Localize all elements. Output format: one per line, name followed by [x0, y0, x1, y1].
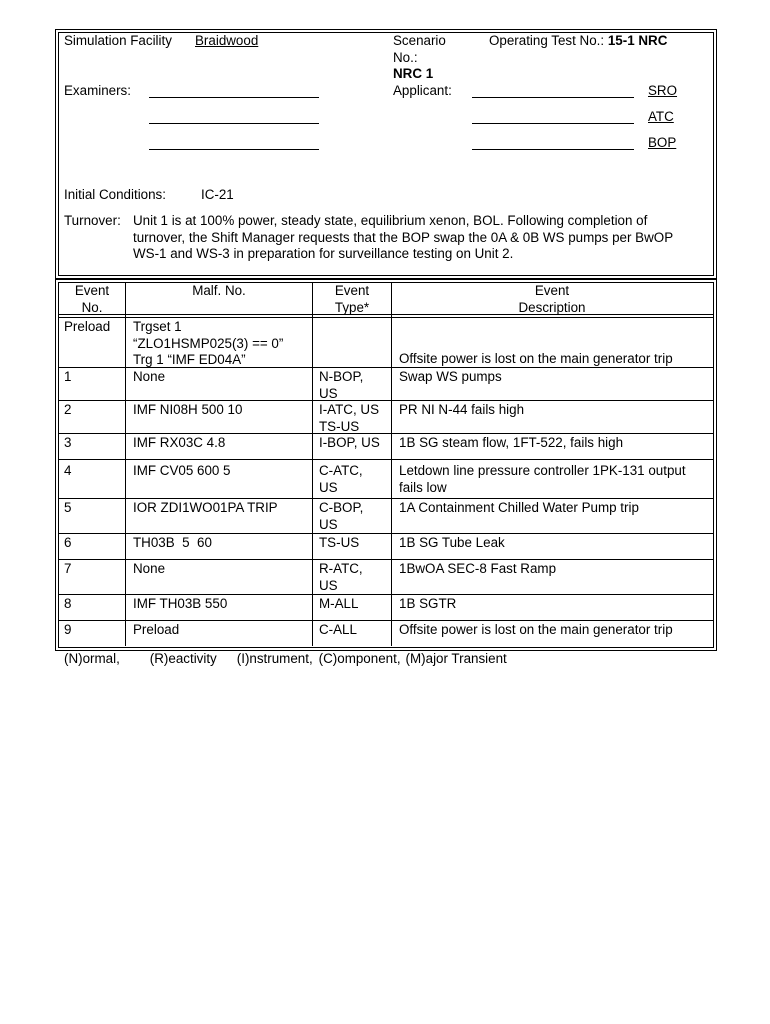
operating-test	[489, 33, 667, 50]
scenario-label-line-1: Scenario	[393, 33, 446, 48]
legend	[64, 651, 507, 668]
row-5-desc: 1A Containment Chilled Water Pump trip	[399, 500, 639, 515]
row-6-malf: TH03B 5 60	[133, 535, 212, 550]
row-9-no: 9	[64, 622, 72, 637]
row-rule	[58, 533, 713, 534]
legend-normal: (N)ormal,	[64, 651, 120, 666]
row-1-type: N-BOP, US	[319, 369, 364, 401]
row-rule	[58, 459, 713, 460]
row-rule	[58, 620, 713, 621]
row-6-desc: 1B SG Tube Leak	[399, 535, 505, 550]
row-6-no: 6	[64, 535, 72, 550]
row-6-type: TS-US	[319, 535, 360, 550]
row-5-type: C-BOP, US	[319, 500, 364, 532]
legend-instrument: (I)nstrument,	[236, 651, 313, 666]
row-3-no: 3	[64, 435, 72, 450]
turnover-label: Turnover:	[64, 213, 121, 228]
applicant-line-1	[472, 97, 634, 98]
row-2-malf: IMF NI08H 500 10	[133, 402, 243, 417]
row-9-malf: Preload	[133, 622, 180, 637]
facility-value: Braidwood	[195, 33, 259, 48]
header-event-description: Event Description	[518, 283, 586, 315]
legend-component: (C)omponent,	[318, 651, 401, 666]
row-7-desc: 1BwOA SEC-8 Fast Ramp	[399, 561, 557, 576]
row-preload-no: Preload	[64, 319, 111, 334]
scenario-label	[393, 33, 446, 83]
header-malf-no: Malf. No.	[192, 283, 246, 298]
row-2-no: 2	[64, 402, 72, 417]
row-preload-malf: Trgset 1 “ZLO1HSMP025(3) == 0” Trg 1 “IMF ED04A”	[133, 319, 284, 367]
row-7-type: R-ATC, US	[319, 561, 363, 593]
row-5-no: 5	[64, 500, 72, 515]
row-4-no: 4	[64, 463, 72, 478]
header-event-no: Event No.	[74, 283, 110, 315]
applicant-label: Applicant:	[393, 83, 452, 98]
scenario-label-line-2: No.:	[393, 49, 418, 65]
row-9-type: C-ALL	[319, 622, 357, 637]
operating-test-label: Operating Test No.:	[489, 33, 605, 48]
row-9-desc: Offsite power is lost on the main generator trip	[399, 622, 673, 637]
row-1-desc: Swap WS pumps	[399, 369, 502, 384]
column-rule	[391, 282, 392, 646]
header-event-type: Event Type*	[334, 283, 370, 315]
row-preload-desc: Offsite power is lost on the main generator trip	[399, 351, 673, 366]
turnover-line: Unit 1 is at 100% power, steady state, equilibrium xenon, BOL. Following completion of	[133, 213, 648, 228]
column-rule	[312, 282, 313, 646]
row-3-type: I-BOP, US	[319, 435, 380, 450]
initial-conditions-value: IC-21	[201, 187, 234, 202]
examiner-line-2	[149, 123, 319, 124]
row-1-malf: None	[133, 369, 166, 384]
examiner-line-3	[149, 149, 319, 150]
row-3-malf: IMF RX03C 4.8	[133, 435, 226, 450]
column-rule	[125, 282, 126, 646]
row-7-malf: None	[133, 561, 166, 576]
row-7-no: 7	[64, 561, 72, 576]
turnover-line: turnover, the Shift Manager requests that the BOP swap the 0A & 0B WS pumps per BwOP	[133, 229, 674, 245]
role-atc: ATC	[648, 109, 674, 124]
row-5-malf: IOR ZDI1WO01PA TRIP	[133, 500, 278, 515]
row-rule	[58, 559, 713, 560]
row-8-desc: 1B SGTR	[399, 596, 457, 611]
examiner-line-1	[149, 97, 319, 98]
row-8-no: 8	[64, 596, 72, 611]
legend-reactivity: (R)eactivity	[149, 651, 217, 666]
role-sro: SRO	[648, 83, 678, 98]
row-rule	[58, 400, 713, 401]
row-rule	[58, 498, 713, 499]
row-rule	[58, 594, 713, 595]
row-8-type: M-ALL	[319, 596, 359, 611]
row-rule	[58, 433, 713, 434]
row-4-malf: IMF CV05 600 5	[133, 463, 231, 478]
initial-conditions-label: Initial Conditions:	[64, 187, 166, 202]
legend-major-transient: (M)ajor Transient	[405, 651, 507, 666]
header-rule	[58, 317, 713, 318]
row-2-desc: PR NI N-44 fails high	[399, 402, 525, 417]
scenario-value: NRC 1	[393, 66, 434, 81]
row-1-no: 1	[64, 369, 72, 384]
row-4-type: C-ATC, US	[319, 463, 363, 495]
examiners-label: Examiners:	[64, 83, 131, 98]
role-bop: BOP	[648, 135, 677, 150]
row-3-desc: 1B SG steam flow, 1FT-522, fails high	[399, 435, 624, 450]
row-4-desc: Letdown line pressure controller 1PK-131 output fails low	[399, 463, 686, 495]
operating-test-value: 15-1 NRC	[607, 33, 668, 48]
turnover-text	[133, 213, 673, 263]
turnover-line: WS-1 and WS-3 in preparation for surveillance testing on Unit 2.	[133, 246, 514, 261]
facility-label: Simulation Facility	[64, 33, 172, 48]
applicant-line-2	[472, 123, 634, 124]
row-8-malf: IMF TH03B 550	[133, 596, 228, 611]
row-2-type: I-ATC, US TS-US	[319, 402, 380, 434]
applicant-line-3	[472, 149, 634, 150]
